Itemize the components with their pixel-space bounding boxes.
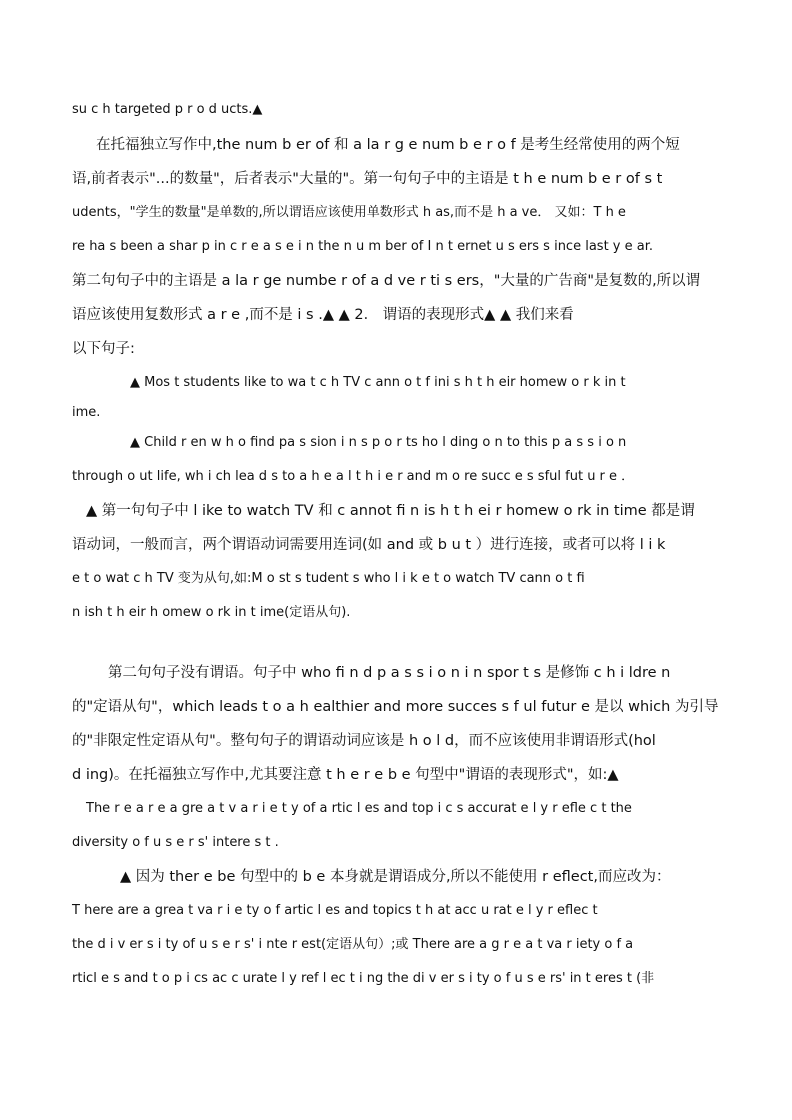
text-line: 第二句句子没有谓语。句子中 who fi n d p a s s i o n i n spor t s 是修饰 c h i ldre n: [108, 665, 671, 681]
text-line: diversity o f u s e r s' intere s t .: [72, 835, 279, 850]
text-line: 的"定语从句"，which leads t o a h ealthier and more succes s f ul futur e 是以 which 为引导: [72, 699, 719, 715]
text-line: 在托福独立写作中,the num b er of 和 a la r g e num b e r o f 是考生经常使用的两个短: [96, 137, 680, 153]
text-line: ime.: [72, 405, 101, 420]
text-line: 语动词，一般而言，两个谓语动词需要用连词(如 and 或 b u t ）进行连接，或者可以将 l i k: [72, 537, 666, 553]
text-line: 语,前者表示"...的数量"，后者表示"大量的"。第一句句子中的主语是 t h e num b e r of s t: [72, 171, 663, 187]
text-line: 第二句句子中的主语是 a la r ge numbe r of a d ve r ti s ers，"大量的广告商"是复数的,所以谓: [72, 273, 701, 289]
text-line: n ish t h eir h omew o rk in t ime(定语从句).: [72, 605, 351, 620]
text-line: the d i v er s i ty of u s e r s' i nte r est(定语从句）;或 There are a g r e a t va r iety o f a: [72, 937, 634, 952]
text-line: e t o wat c h TV 变为从句,如:M o st s tudent s who l i k e t o watch TV cann o t fi: [72, 571, 585, 586]
text-line: ▲ Child r en w h o find pa s sion i n s p o r ts ho l ding o n to this p a s s i o n: [130, 435, 627, 450]
text-line: udents，"学生的数量"是单数的,所以谓语应该使用单数形式 h as,而不是 h a ve． 又如：T h e: [72, 205, 626, 220]
text-line: The r e a r e a gre a t v a r i e t y of a rtic l es and top i c s accurat e l y r efle c t the: [86, 801, 632, 816]
text-line: su c h targeted p r o d ucts.▲: [72, 102, 263, 117]
text-line: d ing)。在托福独立写作中,尤其要注意 t h e r e b e 句型中"谓语的表现形式"，如:▲: [72, 767, 619, 783]
text-line: 以下句子:: [72, 341, 135, 357]
text-line: 语应该使用复数形式 a r e ,而不是 i s .▲ ▲ 2． 谓语的表现形式▲ ▲ 我们来看: [72, 307, 574, 323]
text-line: 的"非限定性定语从句"。整句句子的谓语动词应该是 h o l d，而不应该使用非谓语形式(hol: [72, 733, 656, 749]
text-line: T here are a grea t va r i e ty o f artic l es and topics t h at acc u rat e l y r eflec t: [72, 903, 598, 918]
text-line: re ha s been a shar p in c r e a s e i n the n u m ber of I n t ernet u s ers s ince last y e ar.: [72, 239, 654, 254]
text-line: ▲ Mos t students like to wa t c h TV c ann o t f ini s h t h eir homew o r k in t: [130, 375, 626, 390]
text-line: ▲ 第一句句子中 l ike to watch TV 和 c annot fi n is h t h ei r homew o rk in time 都是谓: [86, 503, 695, 519]
text-line: rticl e s and t o p i cs ac c urate l y ref l ec t i ng the di v er s i ty o f u s e rs' in t eres t (非: [72, 971, 655, 986]
text-line: ▲ 因为 ther e be 句型中的 b e 本身就是谓语成分,所以不能使用 r eflect,而应改为：: [120, 869, 671, 885]
text-line: through o ut life, wh i ch lea d s to a h e a l t h i e r and m o re succ e s sful fut u r e ．: [72, 469, 635, 484]
